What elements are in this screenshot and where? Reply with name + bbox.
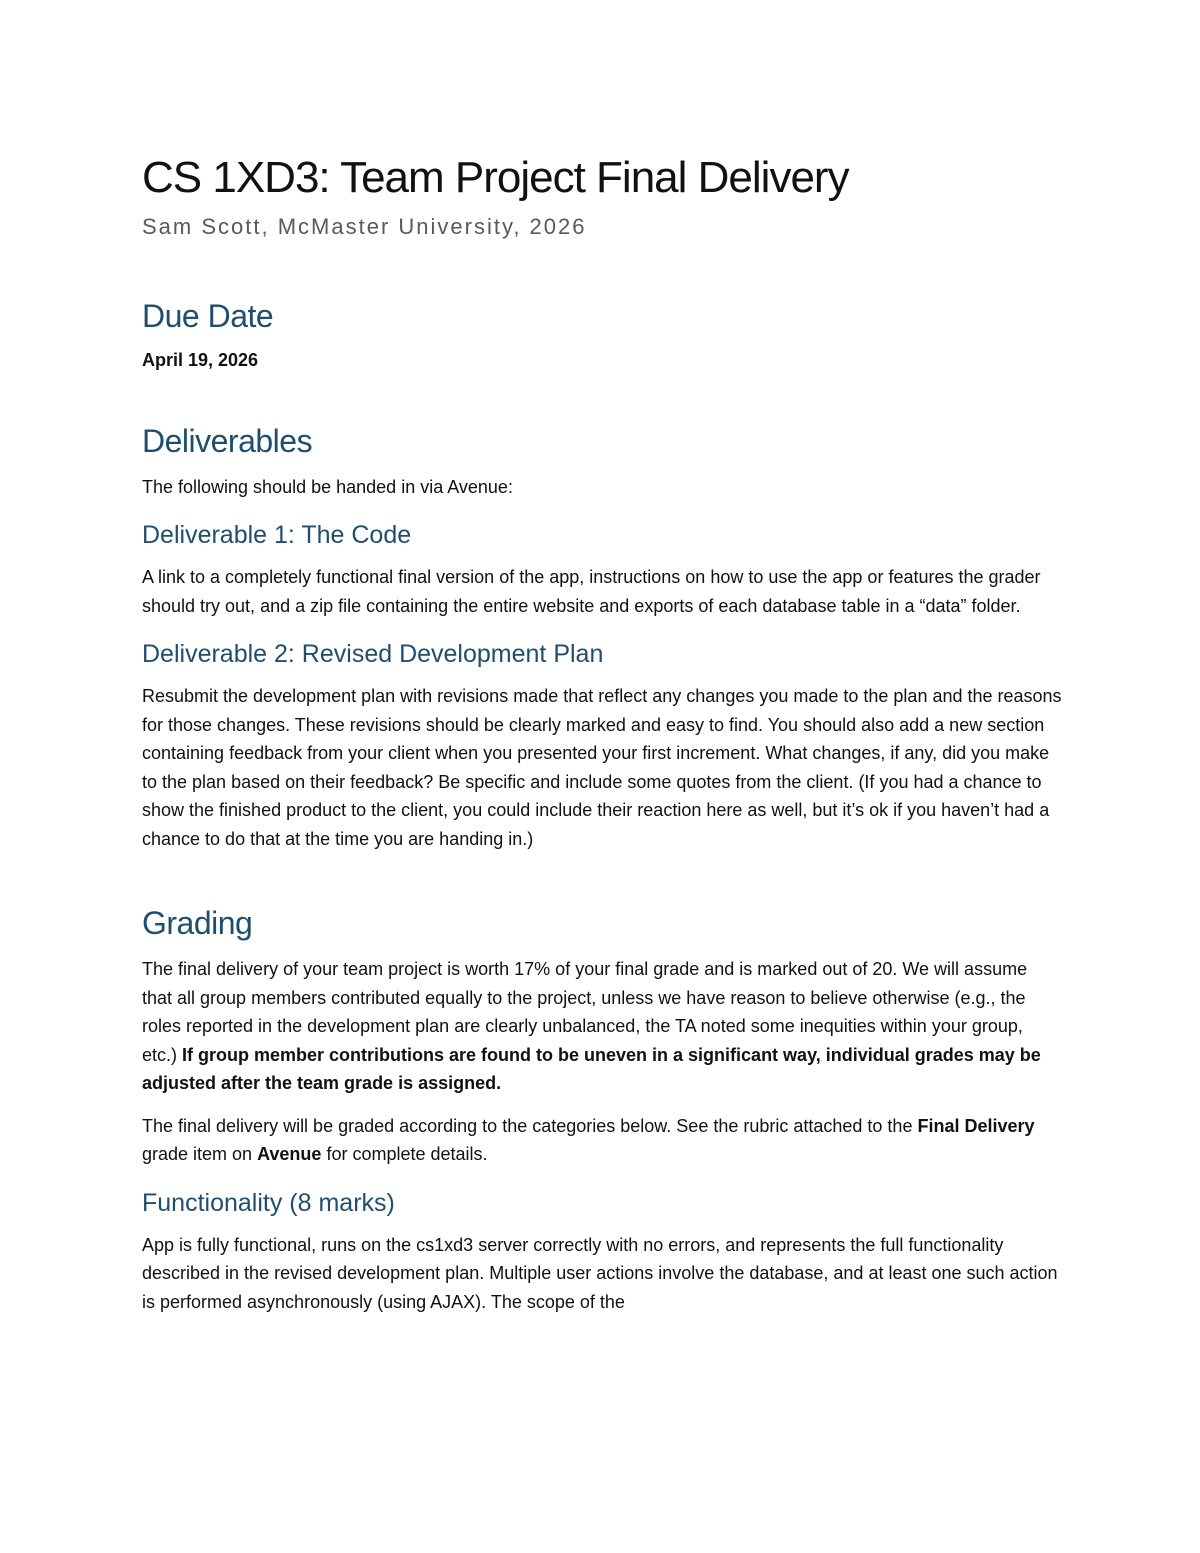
grading-paragraph-2 [142, 1112, 1062, 1169]
deliverable-2-heading: Deliverable 2: Revised Development Plan [142, 640, 604, 668]
grading-paragraph-2-c: grade item on [142, 1144, 258, 1164]
due-date-heading: Due Date [142, 298, 274, 334]
document-page [142, 150, 1062, 1316]
deliverable-1-heading: Deliverable 1: The Code [142, 521, 412, 549]
functionality-body: App is fully functional, runs on the cs1xd3 server correctly with no errors, and represents the full functionality described in the revised development plan. Multiple user actions involve the database, and at least one such action is performed asynchronously (using AJAX). The scope of the [142, 1234, 1058, 1312]
grading-heading: Grading [142, 905, 253, 941]
grading-paragraph-2-e: for complete details. [321, 1144, 488, 1164]
grading-paragraph-1-text: The final delivery of your team project is worth 17% of your final grade and is marked out of 20. We will assume that all group members contributed equally to the project, unless we have reason to believe otherwise (e.g., the roles reported in the development plan are clearly unbalanced, the TA noted some inequities within your group, etc.) [142, 959, 1028, 1065]
document-subtitle: Sam Scott, McMaster University, 2026 [142, 214, 587, 239]
avenue-label: Avenue [257, 1144, 322, 1164]
document-title: CS 1XD3: Team Project Final Delivery [142, 153, 849, 202]
deliverable-1-body: A link to a completely functional final version of the app, instructions on how to use the app or features the grader should try out, and a zip file containing the entire website and exports of each database table in a “data” folder. [142, 567, 1041, 616]
deliverables-heading: Deliverables [142, 422, 313, 459]
grading-paragraph-1-bold: If group member contributions are found to be uneven in a significant way, individual grades may be adjusted after the team grade is assigned. [142, 1044, 1041, 1093]
deliverable-2-body: Resubmit the development plan with revisions made that reflect any changes you made to the plan and the reasons for those changes. These revisions should be clearly marked and easy to find. You should also add a new section containing feedback from your client when you presented your first increment. What changes, if any, did you make to the plan based on their feedback? Be specific and include some quotes from the client. (If you had a chance to show the finished product to the client, you could include their reaction here as well, but it’s ok if you haven’t had a chance to do that at the time you are handing in.) [142, 686, 1062, 849]
final-delivery-label: Final Delivery [917, 1115, 1035, 1136]
grading-paragraph-1 [142, 955, 1062, 1098]
grading-paragraph-2-a: The final delivery will be graded according to the categories below. See the rubric attached to the [142, 1115, 918, 1136]
due-date-value: April 19, 2026 [142, 350, 259, 370]
deliverables-intro: The following should be handed in via Avenue: [142, 476, 513, 497]
functionality-heading: Functionality (8 marks) [142, 1188, 395, 1217]
